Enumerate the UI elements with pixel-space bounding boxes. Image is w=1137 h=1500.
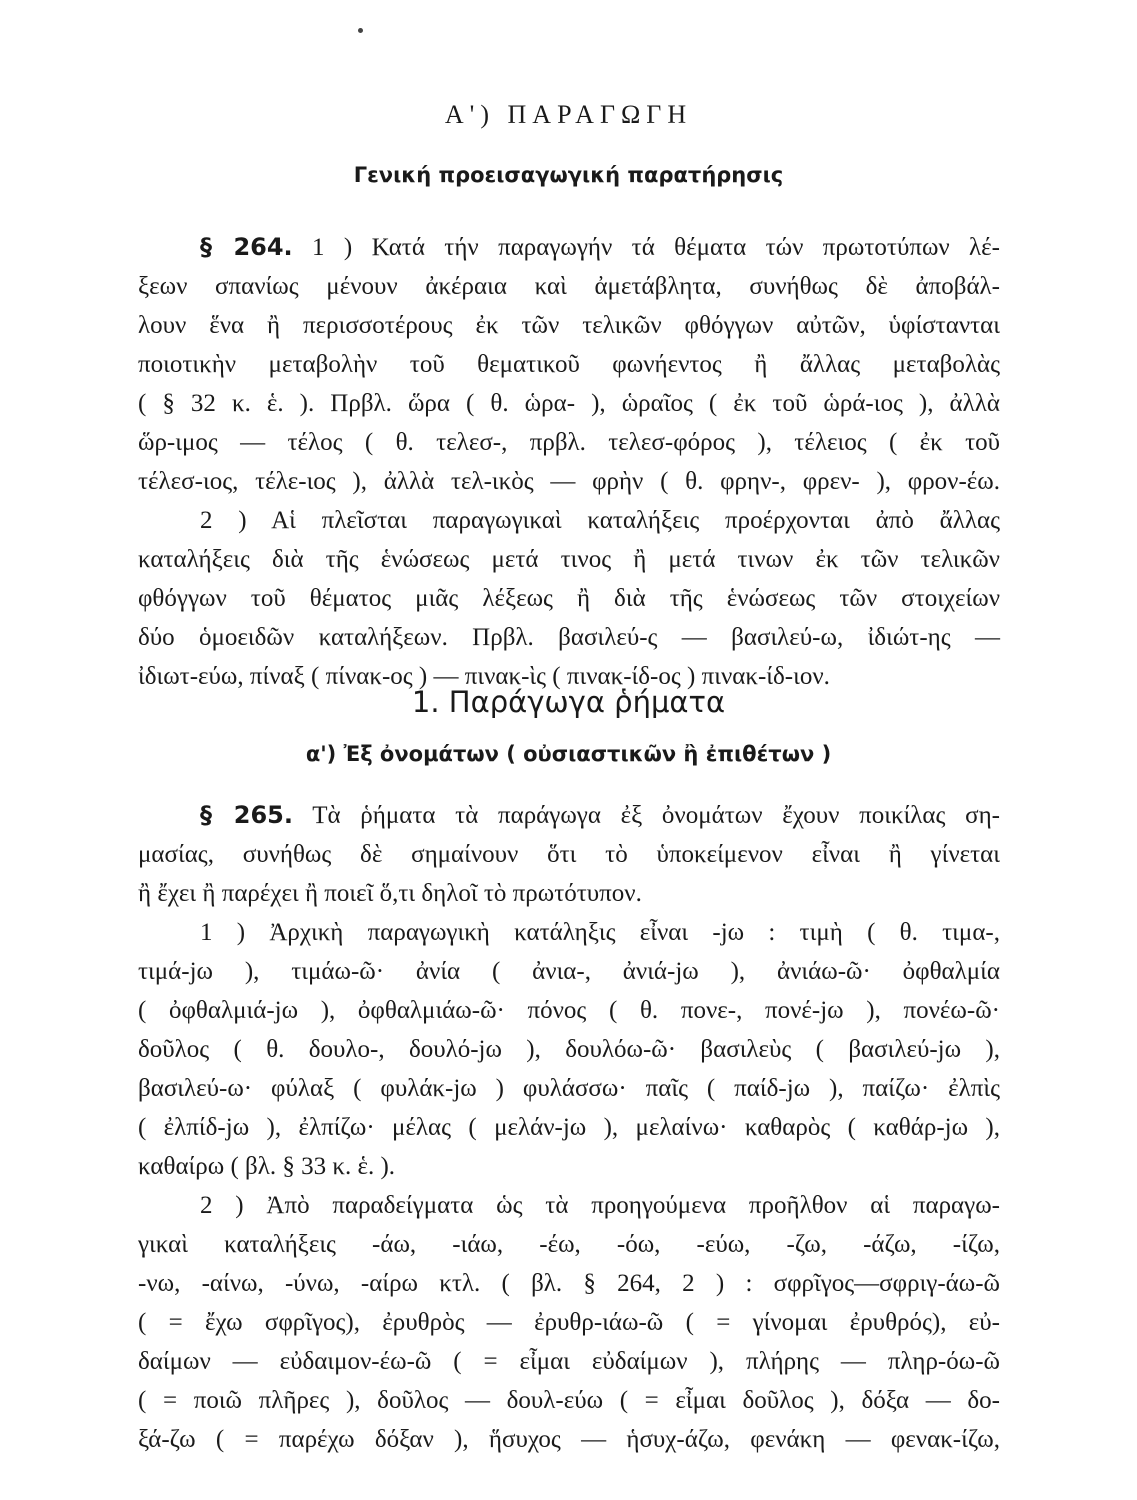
text-line: 2 ) Ἀπὸ παραδείγματα ὡς τὰ προηγούμενα προῆλθον αἱ παραγω- [200, 1192, 1000, 1219]
text-line: ( ὀφθαλμιά-jω ), ὀφθαλμιάω-ῶ· πόνος ( θ. πονε-, πονέ-jω ), πονέω-ῶ· [138, 997, 1000, 1024]
subsection-heading: α') Ἐξ ὀνομάτων ( οὐσιαστικῶν ἢ ἐπιθέτων ) [305, 742, 832, 766]
section-number: § 264. [200, 233, 293, 261]
text-line: § 265. Τὰ ῥήματα τὰ παράγωγα ἐξ ὀνομάτων ἔχουν ποικίλας ση- [200, 801, 1000, 829]
text-line: λουν ἕνα ἢ περισσοτέρους ἐκ τῶν τελικῶν φθόγγων αὐτῶν, ὑφίστανται [138, 312, 1000, 339]
paragraph-265 [138, 796, 1000, 1459]
text-line: ( ἐλπίδ-jω ), ἐλπίζω· μέλας ( μελάν-jω ), μελαίνω· καθαρὸς ( καθάρ-jω ), [138, 1114, 1000, 1141]
text-line: τέλεσ-ιος, τέλε-ιος ), ἀλλὰ τελ-ικὸς — φρὴν ( θ. φρην-, φρεν- ), φρον-έω. [138, 468, 1000, 495]
text-line: δαίμων — εὐδαιμον-έω-ῶ ( = εἶμαι εὐδαίμων ), πλήρης — πληρ-όω-ῶ [138, 1348, 1000, 1375]
text-line: ( = ποιῶ πλῆρες ), δοῦλος — δουλ-εύω ( = εἶμαι δοῦλος ), δόξα — δο- [138, 1387, 1000, 1414]
text-line: 1 ) Ἀρχικὴ παραγωγικὴ κατάληξις εἶναι -jω : τιμὴ ( θ. τιμα-, [200, 919, 1000, 946]
text-line: τιμά-jω ), τιμάω-ῶ· ἀνία ( ἀνια-, ἀνιά-jω ), ἀνιάω-ῶ· ὀφθαλμία [138, 958, 1000, 985]
text-line: γικαὶ καταλήξεις -άω, -ιάω, -έω, -όω, -εύω, -ζω, -άζω, -ίζω, [138, 1231, 1000, 1258]
text-line: ( = ἔχω σφρῖγος), ἐρυθρὸς — ἐρυθρ-ιάω-ῶ ( = γίνομαι ἐρυθρός), εὐ- [138, 1309, 1000, 1336]
text-line: δύο ὁμοειδῶν καταλήξεων. Πρβλ. βασιλεύ-ς — βασιλεύ-ω, ἰδιώτ-ης — [138, 624, 1000, 651]
text-line: δοῦλος ( θ. δουλο-, δουλό-jω ), δουλόω-ῶ· βασιλεὺς ( βασιλεύ-jω ), [138, 1036, 1000, 1063]
section-subtitle: Γενική προεισαγωγική παρατήρησις [353, 163, 784, 187]
paragraph-264 [138, 228, 1000, 696]
text-line: ὥρ-ιμος — τέλος ( θ. τελεσ-, πρβλ. τελεσ-φόρος ), τέλειος ( ἐκ τοῦ [138, 429, 1000, 456]
text-line: καταλήξεις διὰ τῆς ἑνώσεως μετά τινος ἢ μετά τινων ἐκ τῶν τελικῶν [138, 546, 1000, 573]
text-line: καθαίρω ( βλ. § 33 κ. ἑ. ). [138, 1153, 396, 1180]
text-line: § 264. 1 ) Κατά τήν παραγωγήν τά θέματα τών πρωτοτύπων λέ- [200, 233, 1001, 261]
text-line: ( § 32 κ. ἑ. ). Πρβλ. ὥρα ( θ. ὡρα- ), ὡραῖος ( ἐκ τοῦ ὡρά-ιος ), ἀλλὰ [138, 390, 1000, 417]
text-line: ποιοτικὴν μεταβολὴν τοῦ θεματικοῦ φωνήεντος ἢ ἄλλας μεταβολὰς [138, 351, 1000, 378]
text-line: βασιλεύ-ω· φύλαξ ( φυλάκ-jω ) φυλάσσω· παῖς ( παίδ-jω ), παίζω· ἐλπὶς [138, 1075, 1000, 1102]
text-line: ξά-ζω ( = παρέχω δόξαν ), ἥσυχος — ἡσυχ-άζω, φενάκη — φενακ-ίζω, [138, 1426, 1000, 1453]
text-line: 2 ) Αἱ πλεῖσται παραγωγικαὶ καταλήξεις προέρχονται ἀπὸ ἄλλας [200, 507, 1000, 534]
text-line: -νω, -αίνω, -ύνω, -αίρω κτλ. ( βλ. § 264, 2 ) : σφρῖγος—σφριγ-άω-ῶ [138, 1270, 1000, 1297]
text-line: μασίας, συνήθως δὲ σημαίνουν ὅτι τὸ ὑποκείμενον εἶναι ἢ γίνεται [138, 841, 1000, 868]
ink-speck [358, 28, 363, 33]
text-line: ἢ ἔχει ἢ παρέχει ἢ ποιεῖ ὅ,τι δηλοῖ τὸ πρωτότυπον. [138, 880, 642, 907]
section-number: § 265. [200, 801, 293, 829]
chapter-title: Α') ΠΑΡΑΓΩΓΗ [444, 100, 693, 129]
text-line: ξεων σπανίως μένουν ἀκέραια καὶ ἀμετάβλητα, συνήθως δὲ ἀποβάλ- [138, 273, 1000, 300]
text-line: φθόγγων τοῦ θέματος μιᾶς λέξεως ἢ διὰ τῆς ἑνώσεως τῶν στοιχείων [138, 585, 1000, 612]
section-heading: 1. Παράγωγα ῥήματα [411, 685, 726, 719]
text-line: ἰδιωτ-εύω, πίναξ ( πίνακ-ος ) — πινακ-ὶς ( πινακ-ίδ-ος ) πινακ-ίδ-ιον. [138, 663, 830, 690]
